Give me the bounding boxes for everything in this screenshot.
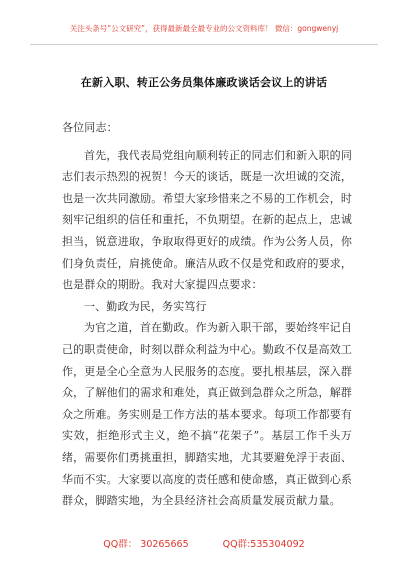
document-title: 在新入职、转正公务员集体廉政谈话会议上的讲话 — [80, 76, 328, 89]
footer-contact — [0, 536, 408, 550]
paragraph-intro: 首先，我代表局党组向顺利转正的同志们和新入职的同志们表示热烈的祝贺！今天的谈话，既是一次坦诚的交流，也是一次共同激励。希望大家珍惜来之不易的工作机会，时刻牢记组织的信任和重托，不负期望。在新的起点上，忠诚担当，锐意进取，争取取得更好的成绩。作为公务人员，你们身负责任，肩挑使命。廉洁从政不仅是党和政府的要求，也是群众的期盼。我对大家提四点要求： — [62, 148, 352, 292]
document-body — [62, 117, 352, 512]
salutation: 各位同志： — [62, 121, 118, 134]
header-banner: 关注头条号“公文研究”，获得最新最全最专业的公文资料库！ 微信：gongwenyj — [69, 24, 339, 33]
section-heading: 一、勤政为民，务实笃行 — [84, 299, 207, 313]
paragraph-section-1: 为官之道，首在勤政。作为新入职干部，要始终牢记自己的职责使命，时刻以群众利益为中心。勤政不仅是高效工作，更是全心全意为人民服务的态度。要扎根基层，深入群众，了解他们的需求和难处，真正做到急群众之所急，解群众之所难。务实则是工作方法的基本要求。每项工作都要有实效，拒绝形式主义，绝不搞“花架子”。基层工作千头万绪，需要你们勇挑重担，脚踏实地，尤其要避免浮于表面、华而不实。大家要以高度的责任感和使命感，真正做到心系群众，脚踏实地，为全县经济社会高质量发展贡献力量。 — [62, 321, 352, 508]
footer-qq-group-2: QQ群:535304092 — [222, 539, 305, 550]
footer-qq-group-1: QQ群： 30265665 — [103, 539, 189, 550]
header-divider — [30, 44, 378, 45]
